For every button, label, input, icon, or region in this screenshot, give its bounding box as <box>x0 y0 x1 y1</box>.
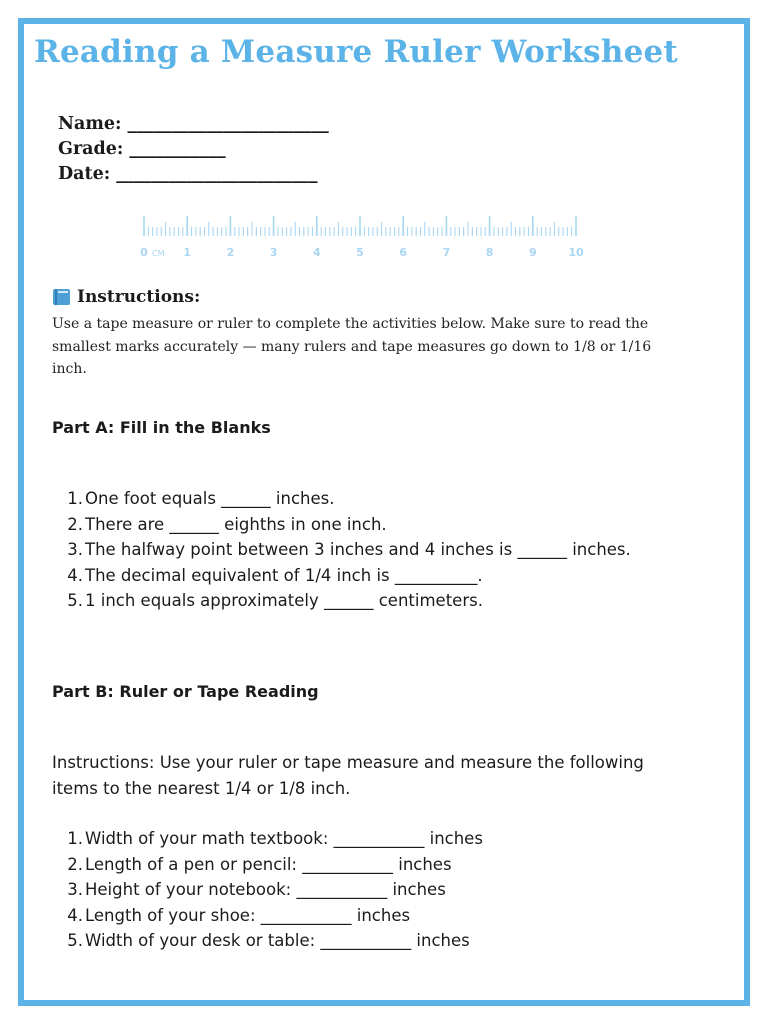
item-number: 3. <box>67 540 83 560</box>
instructions-body: Use a tape measure or ruler to complete the activities below. Make sure to read the smallest marks accurately — many rulers and tape measures go down to 1/8 or 1/16 inch. <box>52 316 652 377</box>
item-number: 2. <box>67 854 83 874</box>
item-number: 1. <box>67 489 83 508</box>
item-text: Width of your math textbook: ___________ inches <box>85 829 483 848</box>
ruler-label: 0 <box>140 246 148 259</box>
item-text: Length of your shoe: ___________ inches <box>85 905 411 925</box>
item-number: 4. <box>67 565 83 585</box>
list-item <box>52 852 702 878</box>
part-b-title: Part B: Ruler or Tape Reading <box>52 682 319 701</box>
book-icon <box>52 288 72 306</box>
item-number: 5. <box>67 591 83 611</box>
item-number: 5. <box>67 931 83 951</box>
ruler-label: 3 <box>269 246 278 259</box>
list-item <box>52 903 702 929</box>
ruler-label: 6 <box>399 246 408 259</box>
list-item <box>52 486 702 512</box>
list-item <box>52 537 702 563</box>
ruler-label: 7 <box>442 246 451 259</box>
grade-field: Grade: ___________ <box>58 139 226 159</box>
item-text: Length of a pen or pencil: ___________ inches <box>85 854 452 874</box>
ruler-unit-label: CM <box>152 249 165 258</box>
ruler-label: 9 <box>528 246 537 259</box>
ruler-graphic <box>120 210 584 266</box>
part-b-list <box>52 826 702 954</box>
list-item <box>52 512 702 538</box>
list-item <box>52 826 702 852</box>
item-number: 2. <box>67 514 83 534</box>
ruler-label: 5 <box>356 246 364 259</box>
ruler-label: 8 <box>485 246 494 259</box>
part-b-instructions: Instructions: Use your ruler or tape measure and measure the following items to the nearest 1/4 or 1/8 inch. <box>52 753 644 798</box>
ruler-label: 2 <box>226 246 235 259</box>
item-number: 4. <box>67 905 83 925</box>
ruler-label: 4 <box>312 246 321 259</box>
item-number: 3. <box>67 880 83 900</box>
item-text: Width of your desk or table: ___________ inches <box>85 931 470 951</box>
item-number: 1. <box>67 829 83 848</box>
list-item <box>52 563 702 589</box>
student-fields <box>58 112 329 187</box>
date-field: Date: _______________________ <box>58 164 318 184</box>
ruler-label: 1 <box>183 246 192 259</box>
ruler-label: 10 <box>568 246 584 259</box>
name-field: Name: _______________________ <box>58 114 329 134</box>
ruler-svg <box>120 210 584 266</box>
list-item <box>52 588 702 614</box>
worksheet-title: Reading a Measure Ruler Worksheet <box>34 34 678 70</box>
part-a-title: Part A: Fill in the Blanks <box>52 418 271 437</box>
item-text: The decimal equivalent of 1/4 inch is __________. <box>85 565 483 585</box>
item-text: One foot equals ______ inches. <box>85 489 335 508</box>
item-text: Height of your notebook: ___________ inches <box>85 880 446 900</box>
item-text: There are ______ eighths in one inch. <box>85 514 387 534</box>
instructions-title: Instructions: <box>77 287 201 307</box>
item-text: 1 inch equals approximately ______ centimeters. <box>85 591 483 611</box>
instructions-heading <box>52 287 200 307</box>
list-item <box>52 877 702 903</box>
list-item <box>52 928 702 954</box>
item-text: The halfway point between 3 inches and 4 inches is ______ inches. <box>85 540 631 560</box>
part-a-list <box>52 486 702 614</box>
